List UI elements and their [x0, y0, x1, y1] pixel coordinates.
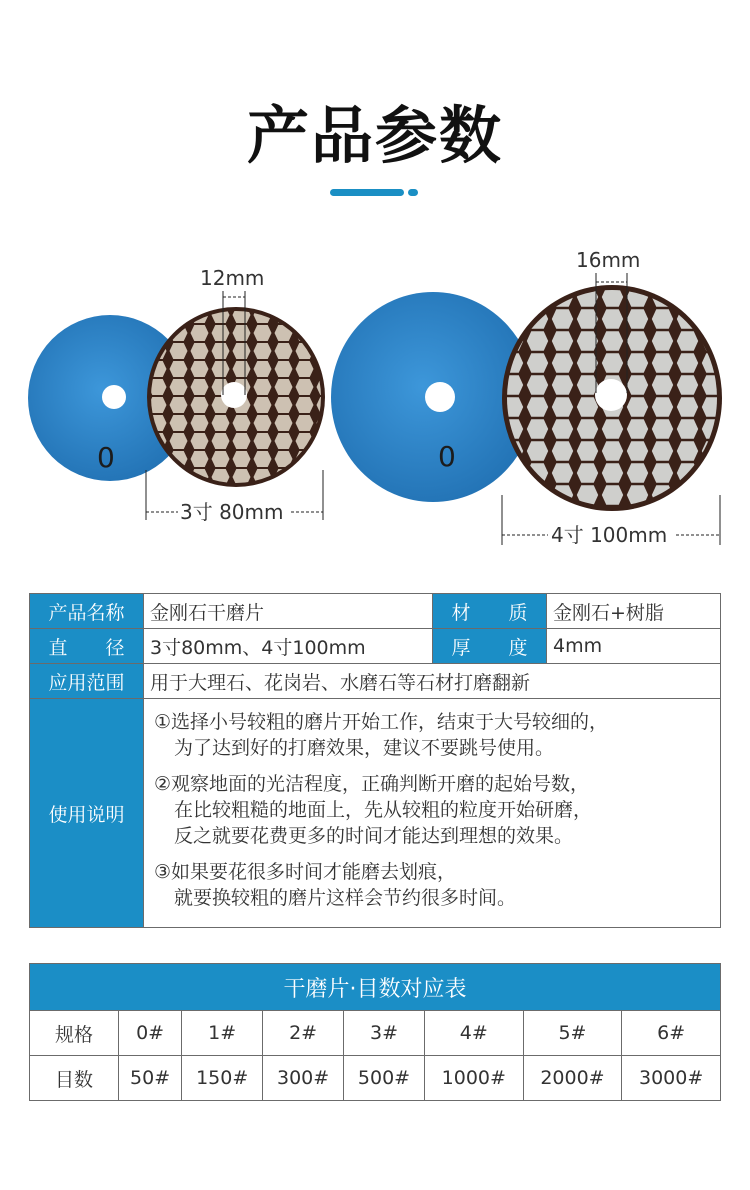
usage-note-line: ③如果要花很多时间才能磨去划痕，	[154, 861, 457, 883]
usage-label: 使用说明	[30, 699, 144, 928]
table-row	[30, 629, 721, 664]
usage-note	[154, 771, 712, 849]
mesh-cell: 500#	[344, 1056, 425, 1101]
large-hole-dimension: 16mm	[576, 248, 641, 272]
usage-note	[154, 859, 712, 911]
name-value: 金刚石干磨片	[144, 594, 433, 629]
name-label: 产品名称	[30, 594, 144, 629]
usage-note	[154, 709, 712, 761]
table-row	[30, 1056, 721, 1101]
material-value: 金刚石+树脂	[547, 594, 721, 629]
product-parameters-table	[29, 593, 721, 928]
table-row	[30, 664, 721, 699]
spec-cell: 0#	[119, 1011, 182, 1056]
diameter-value: 3寸80mm、4寸100mm	[144, 629, 433, 664]
mesh-cell: 50#	[119, 1056, 182, 1101]
usage-notes	[144, 699, 721, 928]
usage-note-line: 就要换较粗的磨片这样会节约很多时间。	[174, 887, 517, 909]
large-hex-pad	[502, 285, 722, 511]
mesh-label: 目数	[30, 1056, 119, 1101]
table-row	[30, 594, 721, 629]
large-pad-grit-label: 0	[438, 440, 456, 473]
thickness-value: 4mm	[547, 629, 721, 664]
usage-note-line: 反之就要花费更多的时间才能达到理想的效果。	[174, 825, 574, 847]
spec-cell: 2#	[263, 1011, 344, 1056]
mesh-cell: 1000#	[424, 1056, 523, 1101]
spec-cell: 3#	[344, 1011, 425, 1056]
title-underline	[330, 189, 404, 196]
table-row	[30, 699, 721, 928]
range-value: 用于大理石、花岗岩、水磨石等石材打磨翻新	[144, 664, 721, 699]
mesh-grit-table	[29, 963, 721, 1101]
small-hex-pad	[147, 307, 325, 487]
spec-cell: 1#	[182, 1011, 263, 1056]
spec-cell: 4#	[424, 1011, 523, 1056]
mesh-cell: 2000#	[523, 1056, 622, 1101]
thickness-label: 厚 度	[433, 629, 547, 664]
usage-note-line: ①选择小号较粗的磨片开始工作，结束于大号较细的，	[154, 711, 609, 733]
mesh-cell: 150#	[182, 1056, 263, 1101]
mesh-cell: 3000#	[622, 1056, 721, 1101]
small-diameter-dimension: 3寸 80mm	[180, 500, 284, 524]
large-diameter-dimension: 4寸 100mm	[551, 523, 668, 547]
diameter-label: 直 径	[30, 629, 144, 664]
table-title-row	[30, 964, 721, 1011]
product-illustration	[0, 240, 750, 560]
title-underline-dot	[408, 189, 418, 196]
usage-note-line: 在比较粗糙的地面上，先从较粗的粒度开始研磨，	[174, 799, 593, 821]
spec-cell: 6#	[622, 1011, 721, 1056]
mesh-table-title: 干磨片·目数对应表	[30, 964, 721, 1011]
spec-cell: 5#	[523, 1011, 622, 1056]
range-label: 应用范围	[30, 664, 144, 699]
table-row	[30, 1011, 721, 1056]
material-label: 材 质	[433, 594, 547, 629]
mesh-cell: 300#	[263, 1056, 344, 1101]
usage-note-line: 为了达到好的打磨效果，建议不要跳号使用。	[174, 737, 555, 759]
usage-note-line: ②观察地面的光洁程度，正确判断开磨的起始号数，	[154, 773, 590, 795]
small-pad-grit-label: 0	[97, 441, 115, 474]
page-title: 产品参数	[246, 99, 503, 172]
spec-label: 规格	[30, 1011, 119, 1056]
small-hole-dimension: 12mm	[200, 266, 265, 290]
